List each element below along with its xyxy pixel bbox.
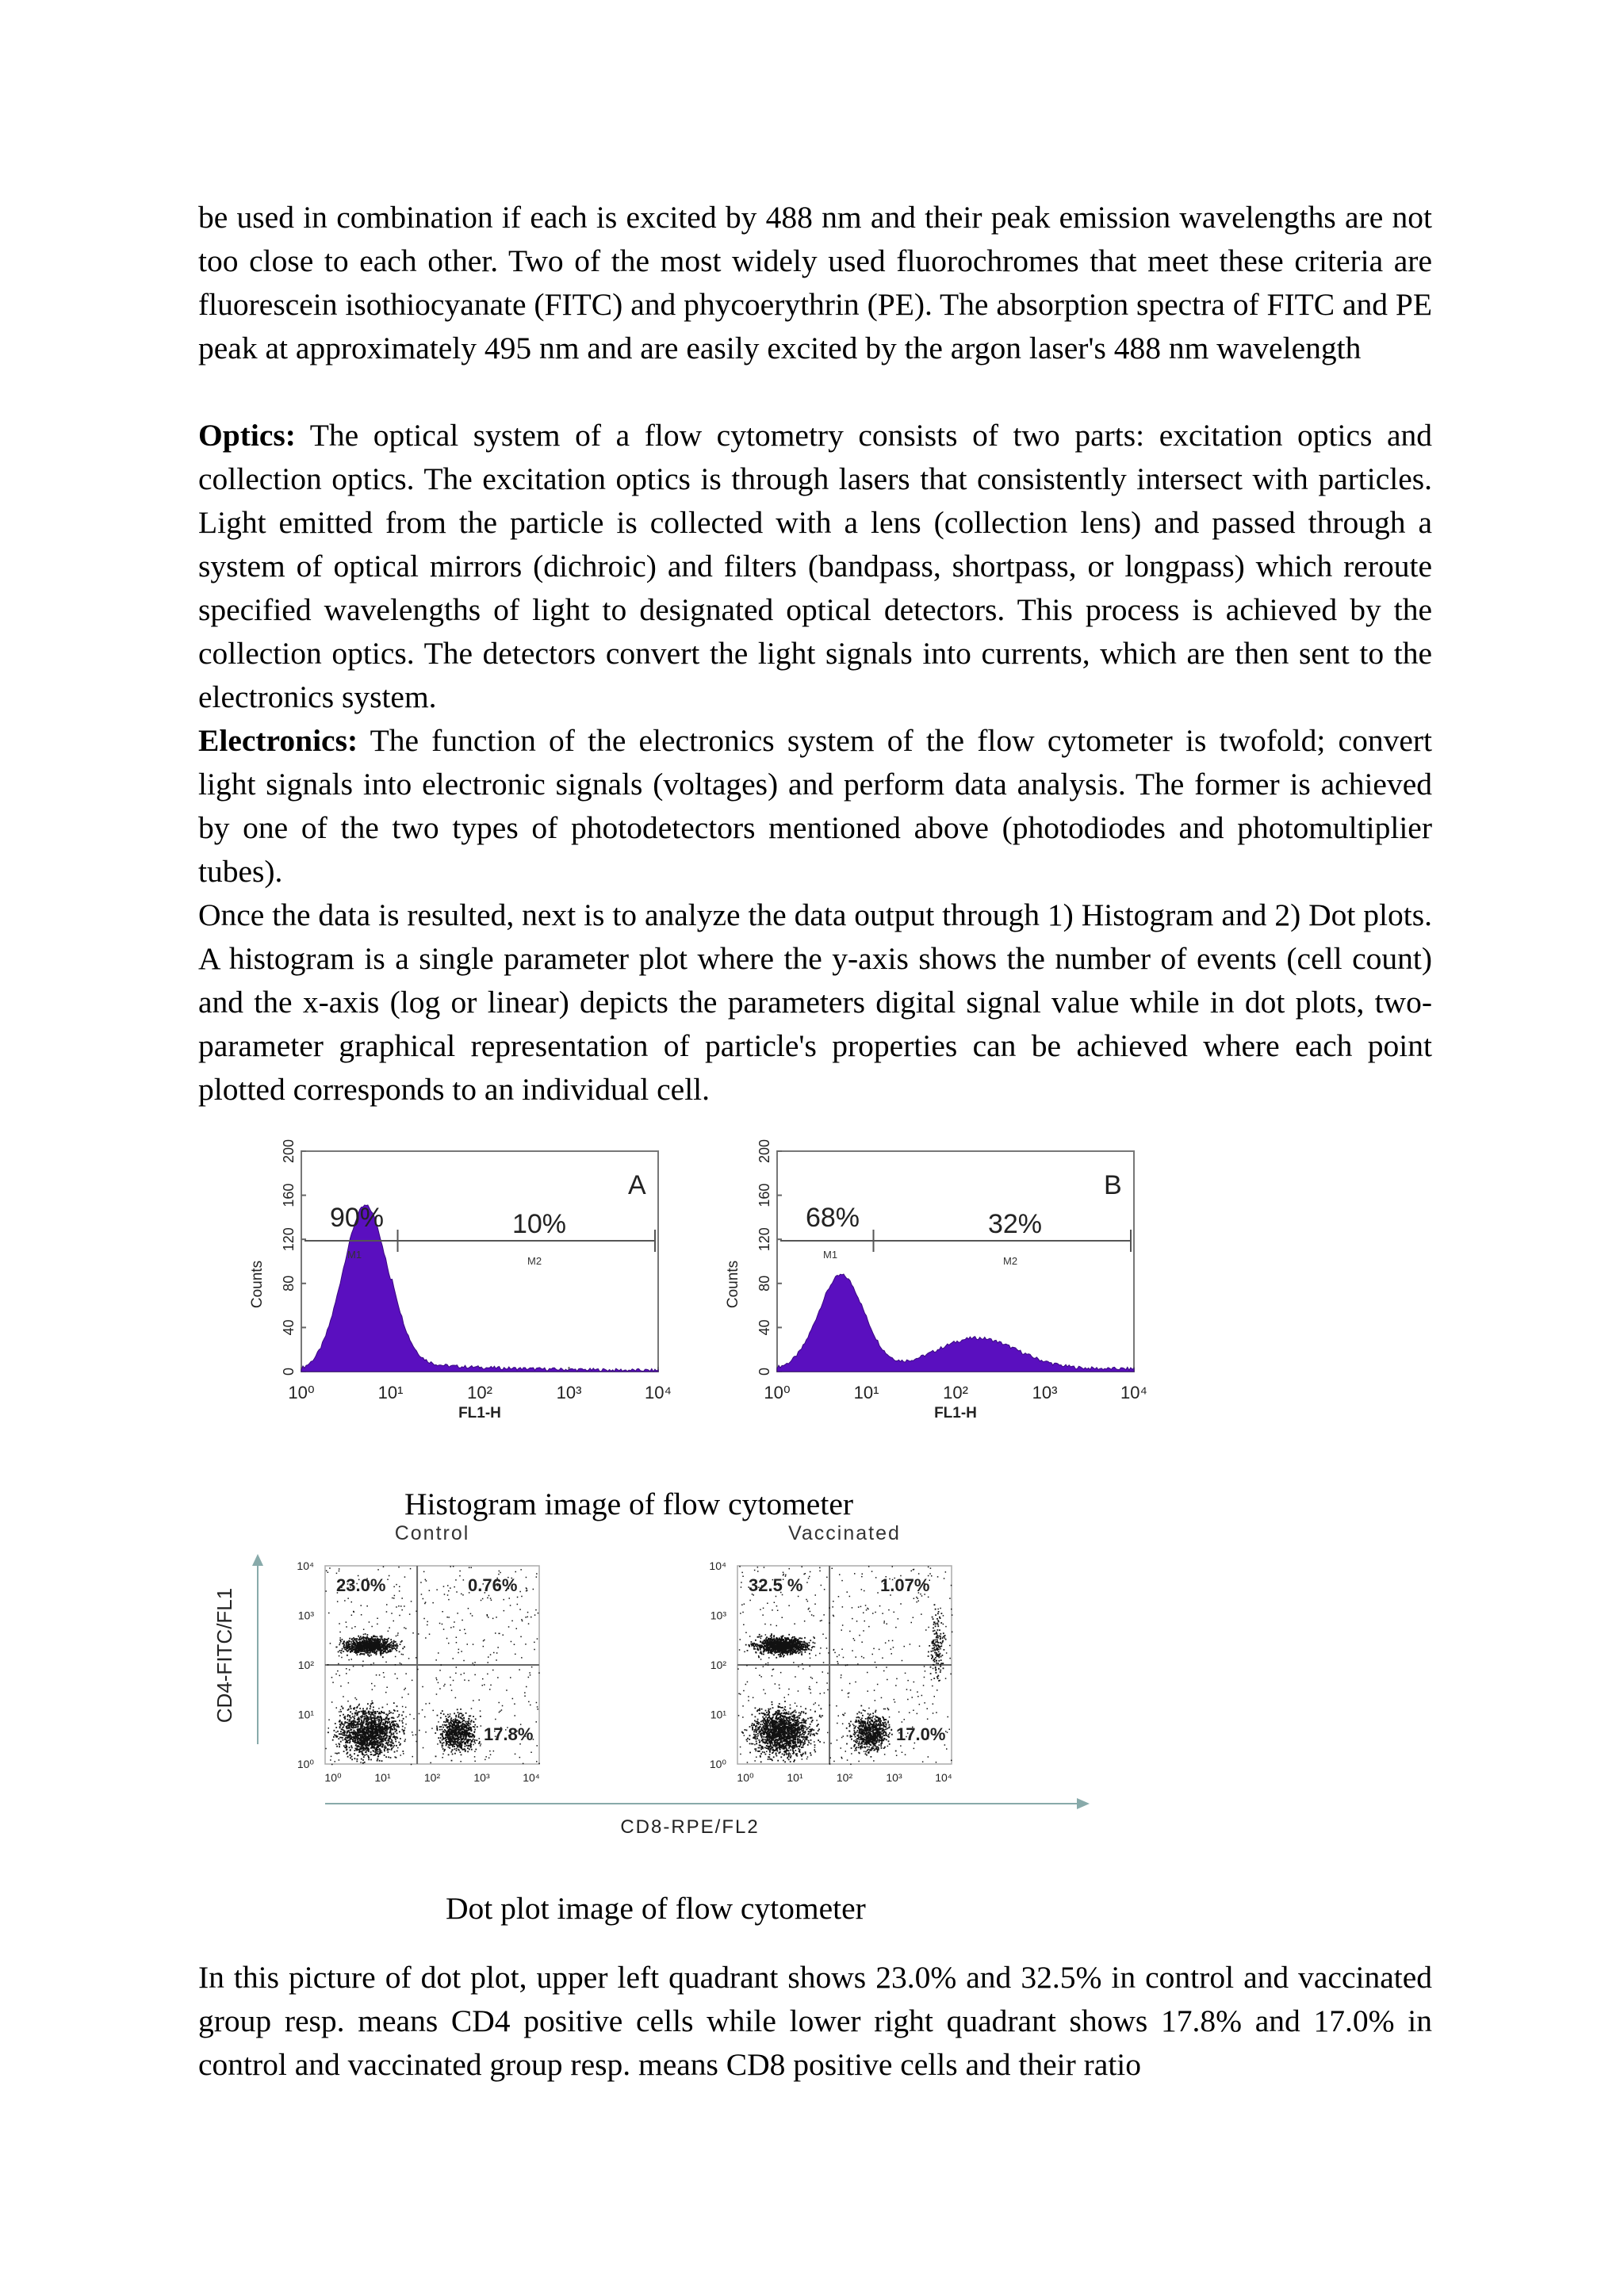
histogram-ylabel: Counts: [725, 1260, 741, 1309]
histogram-ylabel: Counts: [249, 1260, 266, 1309]
dotplot-x-tick-label: 10³: [473, 1771, 490, 1784]
dotplot-x-tick-label: 10³: [886, 1771, 902, 1784]
dotplot-x-tick-label: 10⁰: [737, 1771, 754, 1784]
dotplot-y-tick-label: 10²: [297, 1659, 314, 1671]
paragraph-dotplot-interpretation: [198, 1956, 1432, 2087]
histogram-gate2-percent: 10%: [511, 1209, 567, 1239]
dotplot-y-tick-label: 10⁴: [297, 1559, 314, 1572]
paragraph-data-analysis-text: Once the data is resulted, next is to analyze the data output through 1) Histogram and 2) Dot plots. A histogram is a single parameter plot where the y-axis shows the number of events (cell count) and the x-axis (log or linear) depicts the parameters digital signal value while in dot plots, two-parameter graphical representation of particle's properties can be achieved where each point plotted corresponds to an individual cell.: [198, 897, 1432, 1107]
dotplot-xlabel: CD8-RPE/FL2: [620, 1816, 760, 1838]
dotplot-x-tick-label: 10¹: [374, 1771, 391, 1784]
histogram-xlabel: FL1-H: [934, 1405, 977, 1422]
dotplot-panel-control: [297, 1522, 539, 1784]
histogram-x-tick-label: 10¹: [853, 1383, 879, 1402]
dotplot-y-tick-label: 10⁰: [297, 1758, 314, 1770]
dotplot-figure: [198, 1522, 1118, 1839]
dotplot-panel-title: Control: [394, 1522, 470, 1544]
histogram-x-tick-label: 10¹: [377, 1383, 404, 1402]
dotplot-x-tick-label: 10⁴: [935, 1771, 952, 1784]
dotplot-upper-left-percent: 32.5 %: [749, 1575, 803, 1595]
dotplot-x-tick-label: 10²: [423, 1771, 441, 1784]
electronics-text: The function of the electronics system of the flow cytometer is twofold; convert light signals into electronic signals (voltages) and perform data analysis. The former is achieved by one of the two types of photodetectors mentioned above (photodiodes and photomultiplier tubes).: [198, 723, 1432, 889]
histogram-y-tick-label: 120: [756, 1227, 772, 1252]
dotplot-y-tick-label: 10⁴: [709, 1559, 726, 1572]
histogram-x-tick-label: 10²: [467, 1383, 492, 1402]
histogram-panel-letter: A: [628, 1170, 646, 1200]
histogram-panel-a: [249, 1139, 672, 1422]
histogram-y-tick-label: 200: [281, 1138, 297, 1164]
histogram-gate-m1-label: M1: [347, 1249, 362, 1261]
histogram-y-tick-label: 80: [756, 1275, 772, 1292]
dotplot-x-tick-label: 10⁴: [523, 1771, 540, 1784]
dotplot-y-tick-label: 10¹: [710, 1708, 726, 1721]
histogram-gate1-percent: 90%: [329, 1203, 385, 1233]
dotplot-lower-right-percent: 17.8%: [484, 1724, 534, 1744]
histogram-panel-letter: B: [1104, 1170, 1122, 1200]
histogram-gate-m2-label: M2: [1003, 1255, 1018, 1267]
dotplot-upper-left-percent: 23.0%: [336, 1575, 386, 1595]
histogram-x-tick-label: 10³: [1032, 1383, 1058, 1402]
histogram-caption: Histogram image of flow cytometer: [404, 1487, 853, 1521]
paragraph-electronics: [198, 719, 1432, 894]
dotplot-x-arrowhead: [1077, 1798, 1090, 1809]
histogram-y-tick-label: 160: [281, 1183, 297, 1207]
dotplot-y-tick-label: 10¹: [297, 1708, 314, 1721]
histogram-y-tick-label: 40: [756, 1319, 772, 1336]
dotplot-ylabel: CD4-FITC/FL1: [213, 1587, 236, 1724]
histogram-y-tick-label: 160: [756, 1183, 772, 1207]
histogram-x-tick-label: 10⁴: [645, 1383, 672, 1402]
histogram-y-tick-label: 80: [281, 1275, 297, 1292]
histogram-panel-b: [725, 1139, 1147, 1422]
histogram-x-tick-label: 10⁴: [1120, 1383, 1147, 1402]
histogram-gate-m2-label: M2: [527, 1255, 542, 1267]
paragraph-dotplot-interpretation-text: In this picture of dot plot, upper left quadrant shows 23.0% and 32.5% in control and vaccinated group resp. means CD4 positive cells while lower right quadrant shows 17.8% and 17.0% in control and vaccinated group resp. means CD8 positive cells and their ratio: [198, 1960, 1432, 2082]
paragraph-fluorochromes: [198, 196, 1432, 370]
electronics-heading: Electronics:: [198, 723, 358, 758]
dotplot-y-tick-label: 10⁰: [709, 1758, 726, 1770]
histogram-xlabel: FL1-H: [458, 1405, 501, 1422]
dotplot-upper-right-percent: 0.76%: [468, 1575, 518, 1595]
dotplot-y-tick-label: 10³: [297, 1609, 314, 1622]
histogram-y-tick-label: 200: [756, 1138, 772, 1164]
histogram-x-tick-label: 10²: [943, 1383, 968, 1402]
dotplot-lower-right-percent: 17.0%: [896, 1724, 946, 1744]
histogram-distribution: [777, 1274, 1134, 1372]
histogram-y-tick-label: 40: [281, 1319, 297, 1336]
optics-heading: Optics:: [198, 418, 296, 453]
histogram-y-tick-label: 120: [281, 1227, 297, 1252]
dotplot-y-tick-label: 10³: [710, 1609, 726, 1622]
histogram-gate1-percent: 68%: [805, 1203, 860, 1233]
histogram-x-tick-label: 10⁰: [288, 1383, 315, 1402]
dotplot-y-arrowhead: [252, 1554, 263, 1566]
histogram-gate2-percent: 32%: [987, 1209, 1043, 1239]
histogram-figure: [230, 1134, 1182, 1451]
paragraph-data-analysis: [198, 894, 1432, 1112]
paragraph-fluorochromes-text: be used in combination if each is excited by 488 nm and their peak emission wavelengths are not too close to each other. Two of the most widely used fluorochromes that meet these criteria are fluorescein isothiocyanate (FITC) and phycoerythrin (PE). The absorption spectra of FITC and PE peak at approximately 495 nm and are easily excited by the argon laser's 488 nm wavelength: [198, 200, 1432, 365]
histogram-y-tick-label: 0: [281, 1367, 297, 1376]
histogram-x-tick-label: 10³: [556, 1383, 582, 1402]
dotplot-y-tick-label: 10²: [710, 1659, 726, 1671]
paragraph-optics: [198, 414, 1432, 719]
histogram-gate-m1-label: M1: [823, 1249, 838, 1261]
histogram-y-tick-label: 0: [756, 1367, 772, 1376]
dotplot-upper-right-percent: 1.07%: [880, 1575, 930, 1595]
dotplot-caption: Dot plot image of flow cytometer: [446, 1891, 866, 1926]
dotplot-x-tick-label: 10²: [836, 1771, 853, 1784]
dotplot-x-tick-label: 10¹: [787, 1771, 803, 1784]
histogram-x-tick-label: 10⁰: [764, 1383, 791, 1402]
optics-text: The optical system of a flow cytometry consists of two parts: excitation optics and collection optics. The excitation optics is through lasers that consistently intersect with particles. Light emitted from the particle is collected with a lens (collection lens) and passed through a system of optical mirrors (dichroic) and filters (bandpass, shortpass, or longpass) which reroute specified wavelengths of light to designated optical detectors. This process is achieved by the collection optics. The detectors convert the light signals into currents, which are then sent to the electronics system.: [198, 418, 1432, 714]
dotplot-panel-vaccinated: [709, 1522, 952, 1784]
dotplot-x-tick-label: 10⁰: [324, 1771, 342, 1784]
dotplot-panel-title: Vaccinated: [788, 1522, 901, 1544]
